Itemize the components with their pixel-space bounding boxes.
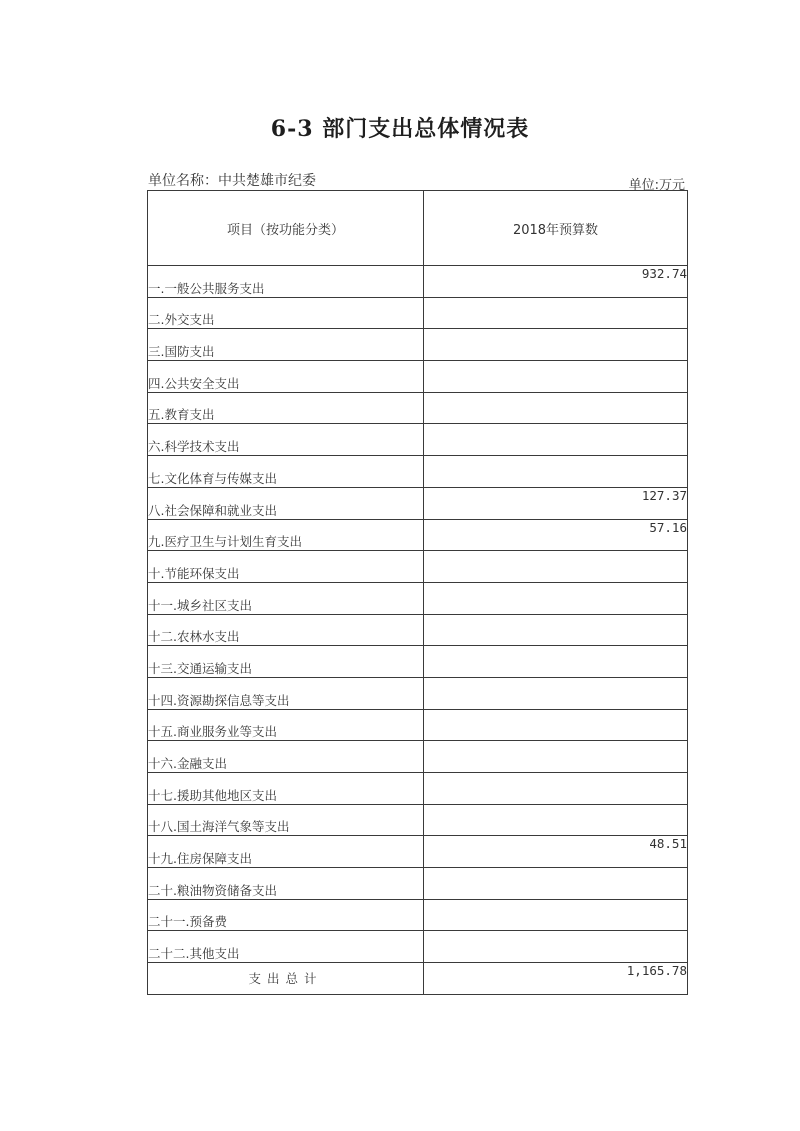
table-row <box>148 456 688 488</box>
row-value <box>424 804 688 836</box>
table-row <box>148 804 688 836</box>
row-value <box>424 931 688 963</box>
table-row <box>148 836 688 868</box>
total-row <box>148 963 688 995</box>
row-category: 一.一般公共服务支出 <box>148 266 424 298</box>
table-row <box>148 519 688 551</box>
table-header-row <box>148 191 688 266</box>
row-value: 932.74 <box>424 266 688 298</box>
row-value <box>424 582 688 614</box>
table-row <box>148 551 688 583</box>
row-value <box>424 361 688 393</box>
table-row <box>148 709 688 741</box>
unit-name-label: 单位名称：中共楚雄市纪委 <box>148 173 316 189</box>
row-value <box>424 868 688 900</box>
table-row <box>148 646 688 678</box>
table-row <box>148 487 688 519</box>
row-value: 127.37 <box>424 487 688 519</box>
table-row <box>148 868 688 900</box>
row-category: 十五.商业服务业等支出 <box>148 709 424 741</box>
row-value: 57.16 <box>424 519 688 551</box>
row-value <box>424 614 688 646</box>
table-row <box>148 424 688 456</box>
row-value <box>424 709 688 741</box>
row-category: 二十一.预备费 <box>148 899 424 931</box>
row-category: 三.国防支出 <box>148 329 424 361</box>
row-category: 十九.住房保障支出 <box>148 836 424 868</box>
row-category: 十四.资源勘探信息等支出 <box>148 677 424 709</box>
total-label: 支出总计 <box>148 963 424 995</box>
table-row <box>148 329 688 361</box>
row-value: 48.51 <box>424 836 688 868</box>
row-category: 十六.金融支出 <box>148 741 424 773</box>
row-category: 五.教育支出 <box>148 392 424 424</box>
row-value <box>424 551 688 583</box>
table-row <box>148 361 688 393</box>
currency-unit-label: 单位:万元 <box>628 178 685 193</box>
row-category: 六.科学技术支出 <box>148 424 424 456</box>
row-category: 二十.粮油物资储备支出 <box>148 868 424 900</box>
row-category: 二.外交支出 <box>148 297 424 329</box>
table-row <box>148 899 688 931</box>
row-value <box>424 677 688 709</box>
table-row <box>148 931 688 963</box>
row-value <box>424 329 688 361</box>
total-value: 1,165.78 <box>424 963 688 995</box>
row-category: 七.文化体育与传媒支出 <box>148 456 424 488</box>
budget-column-header: 2018年预算数 <box>424 191 688 266</box>
row-category: 九.医疗卫生与计划生育支出 <box>148 519 424 551</box>
table-row <box>148 614 688 646</box>
table-row <box>148 297 688 329</box>
row-category: 十三.交通运输支出 <box>148 646 424 678</box>
row-value <box>424 392 688 424</box>
row-value <box>424 741 688 773</box>
row-value <box>424 773 688 805</box>
row-value <box>424 456 688 488</box>
category-column-header: 项目（按功能分类） <box>148 191 424 266</box>
row-category: 八.社会保障和就业支出 <box>148 487 424 519</box>
page-title: 6-3 部门支出总体情况表 <box>270 116 530 142</box>
row-category: 十一.城乡社区支出 <box>148 582 424 614</box>
row-value <box>424 424 688 456</box>
row-value <box>424 297 688 329</box>
table-row <box>148 677 688 709</box>
table-row <box>148 773 688 805</box>
expenditure-table <box>147 190 688 995</box>
table-row <box>148 741 688 773</box>
row-category: 十.节能环保支出 <box>148 551 424 583</box>
row-value <box>424 646 688 678</box>
row-category: 四.公共安全支出 <box>148 361 424 393</box>
table-row <box>148 392 688 424</box>
row-category: 十七.援助其他地区支出 <box>148 773 424 805</box>
row-category: 十八.国土海洋气象等支出 <box>148 804 424 836</box>
table-row <box>148 582 688 614</box>
row-value <box>424 899 688 931</box>
row-category: 十二.农林水支出 <box>148 614 424 646</box>
table-row <box>148 266 688 298</box>
row-category: 二十二.其他支出 <box>148 931 424 963</box>
